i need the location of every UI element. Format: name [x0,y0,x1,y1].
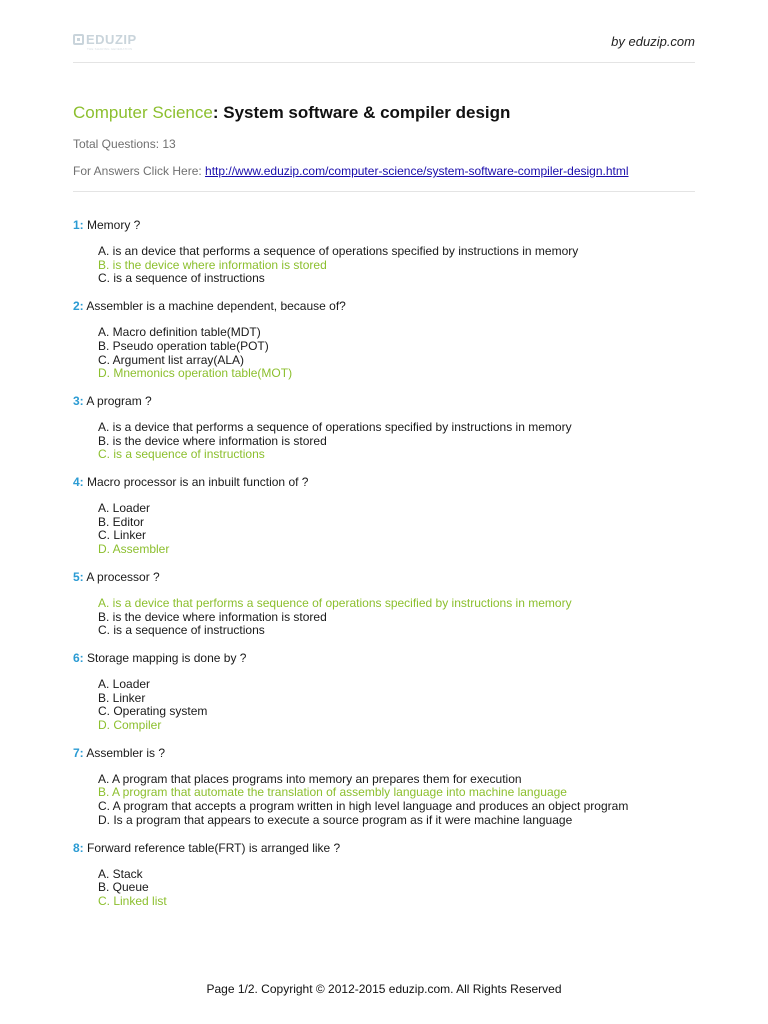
question-number: 8: [73,840,84,855]
answer-options [73,326,695,381]
page-footer: Page 1/2. Copyright © 2012-2015 eduzip.com. All Rights Reserved [206,982,562,996]
question-stem [73,841,695,855]
question-text: Macro processor is an inbuilt function of ? [87,475,309,490]
question-text: A processor ? [86,569,160,584]
question-list [73,218,695,922]
question-stem [73,299,695,313]
question-stem [73,394,695,408]
answer-options [73,773,695,828]
logo-mark-icon [73,34,84,45]
question-5 [73,570,695,638]
answer-option: B. Pseudo operation table(POT) [98,338,269,353]
question-number: 4: [73,475,84,490]
correct-answer-option: D. Mnemonics operation table(MOT) [98,366,293,381]
answer-option: B. Queue [98,880,149,895]
question-7 [73,746,695,828]
total-questions: Total Questions: 13 [73,137,176,151]
logo-tagline: THE SHARING GENERATION [87,47,133,51]
correct-answer-option: C. Linked list [98,893,167,908]
question-text: Assembler is a machine dependent, because of? [86,299,346,314]
question-text: Forward reference table(FRT) is arranged like ? [87,840,341,855]
header-divider [73,62,695,63]
correct-answer-option: B. A program that automate the translation of assembly language into machine language [98,785,567,800]
question-stem [73,218,695,232]
correct-answer-option: D. Compiler [98,718,162,733]
answers-line [73,164,629,178]
question-6 [73,651,695,733]
question-number: 3: [73,393,84,408]
page-title [73,103,510,123]
answer-option: B. Linker [98,690,146,705]
question-1 [73,218,695,286]
question-stem [73,570,695,584]
answer-option: C. Argument list array(ALA) [98,352,245,367]
question-text: Storage mapping is done by ? [87,650,247,665]
correct-answer-option: A. is a device that performs a sequence of operations specified by instructions in memory [98,595,572,610]
question-3 [73,394,695,462]
question-stem [73,651,695,665]
answer-option: C. A program that accepts a program written in high level language and produces an object program [98,799,629,814]
correct-answer-option: B. is the device where information is stored [98,257,327,272]
eduzip-logo [73,32,137,51]
answer-option: C. Operating system [98,704,208,719]
title-topic: : System software & compiler design [212,103,511,122]
answer-option: C. is a sequence of instructions [98,623,265,638]
question-text: Assembler is ? [86,745,166,760]
answer-option: A. Loader [98,501,151,516]
answer-options [73,597,695,638]
answer-options [73,868,695,909]
answer-option: A. Loader [98,676,151,691]
answer-option: B. Editor [98,514,145,529]
question-4 [73,475,695,557]
question-number: 2: [73,299,84,314]
logo-text: EDUZIP [86,32,137,47]
question-number: 5: [73,569,84,584]
question-number: 7: [73,745,84,760]
answer-option: D. Is a program that appears to execute a source program as if it were machine language [98,812,573,827]
answer-option: A. Stack [98,866,143,881]
question-text: A program ? [86,393,152,408]
correct-answer-option: D. Assembler [98,542,170,557]
answer-option: A. A program that places programs into memory an prepares them for execution [98,771,522,786]
answer-options [73,502,695,557]
byline: by eduzip.com [611,34,695,49]
title-divider [73,191,695,192]
question-8 [73,841,695,909]
answer-options [73,678,695,733]
answer-option: A. is an device that performs a sequence of operations specified by instructions in memory [98,244,579,258]
title-subject: Computer Science [73,103,213,122]
answer-options [73,421,695,462]
question-stem [73,746,695,760]
answer-option: A. Macro definition table(MDT) [98,325,261,340]
question-stem [73,475,695,489]
correct-answer-option: C. is a sequence of instructions [98,447,265,462]
question-text: Memory ? [87,218,141,232]
question-number: 1: [73,218,84,232]
answer-option: C. Linker [98,528,147,543]
answer-options [73,245,695,286]
answers-link[interactable]: http://www.eduzip.com/computer-science/system-software-compiler-design.html [205,164,629,178]
answers-label: For Answers Click Here: [73,164,206,178]
question-2 [73,299,695,381]
answer-option: B. is the device where information is stored [98,433,327,448]
answer-option: A. is a device that performs a sequence of operations specified by instructions in memory [98,419,572,434]
answer-option: B. is the device where information is stored [98,609,327,624]
question-number: 6: [73,650,84,665]
answer-option: C. is a sequence of instructions [98,271,265,286]
